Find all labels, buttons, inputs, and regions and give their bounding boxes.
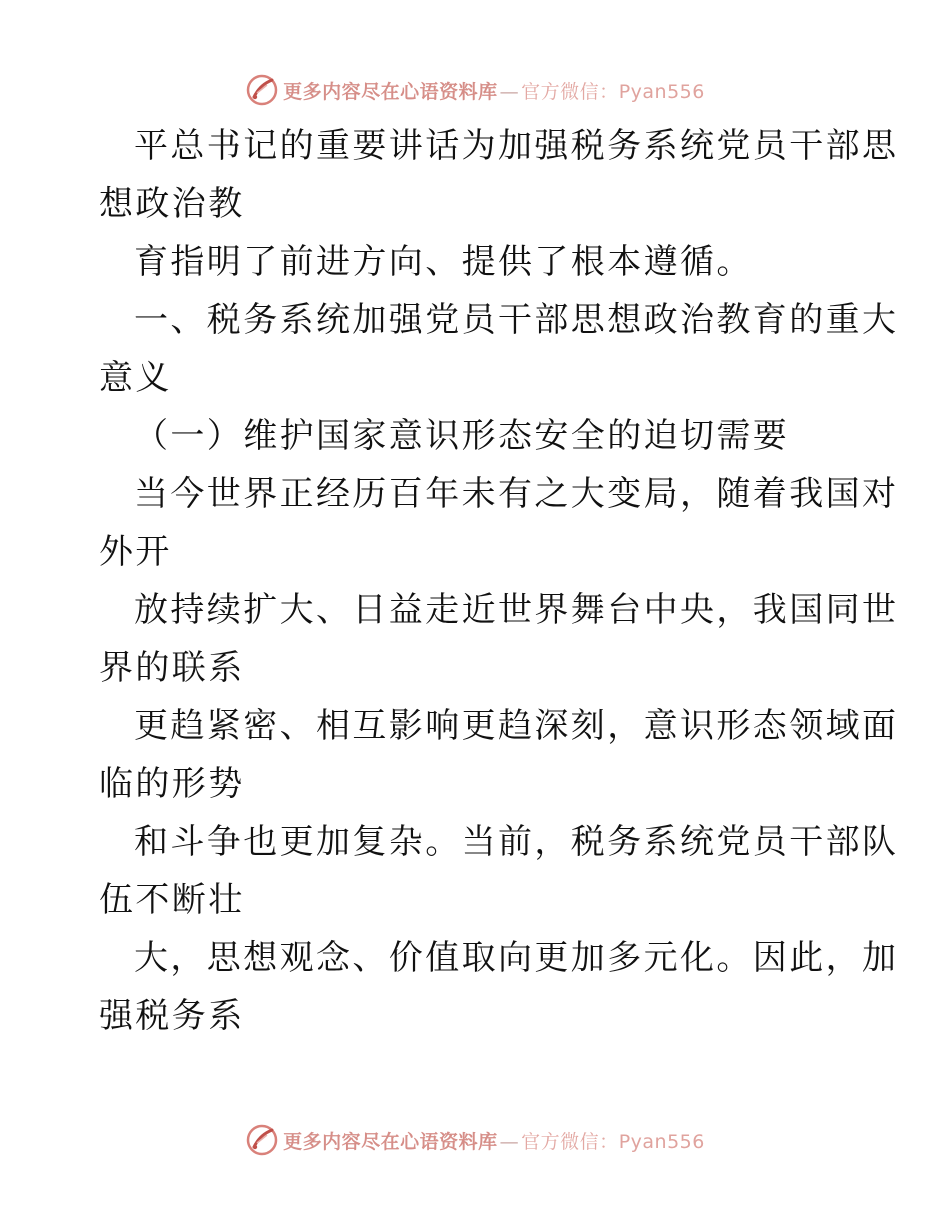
footer-watermark: [0, 1120, 950, 1160]
text-line: 临的形势: [99, 764, 245, 804]
section-heading-cont: 意义: [99, 358, 172, 398]
text-line: 大，思想观念、价值取向更加多元化。因此，加: [134, 938, 899, 978]
text-line: 平总书记的重要讲话为加强税务系统党员干部思: [134, 126, 899, 166]
text-line: 外开: [99, 532, 172, 572]
text-line: 和斗争也更加复杂。当前，税务系统党员干部队: [134, 822, 899, 862]
watermark-wechat-id: Pyan556: [618, 1130, 705, 1153]
text-line: 想政治教: [99, 184, 245, 224]
watermark-dash: —: [499, 1130, 520, 1153]
watermark-text: [283, 1127, 705, 1154]
text-line: 更趋紧密、相互影响更趋深刻，意识形态领域面: [134, 706, 899, 746]
subsection-heading: （一）维护国家意识形态安全的迫切需要: [134, 416, 790, 456]
text-line: 界的联系: [99, 648, 245, 688]
watermark-official: 官方微信：: [521, 80, 619, 103]
section-heading: 一、税务系统加强党员干部思想政治教育的重大: [134, 300, 899, 340]
text-line: 伍不断壮: [99, 880, 245, 920]
watermark-official: 官方微信：: [521, 1130, 619, 1153]
text-line: 强税务系: [99, 996, 245, 1036]
watermark-brand: 更多内容尽在心语资料库: [283, 80, 498, 103]
text-line: 育指明了前进方向、提供了根本遵循。: [134, 242, 753, 282]
pen-logo-icon: [245, 1123, 279, 1157]
watermark-brand: 更多内容尽在心语资料库: [283, 1130, 498, 1153]
watermark-dash: —: [499, 80, 520, 103]
watermark-wechat-id: Pyan556: [618, 80, 705, 103]
text-line: 放持续扩大、日益走近世界舞台中央，我国同世: [134, 590, 899, 630]
text-line: 当今世界正经历百年未有之大变局，随着我国对: [134, 474, 899, 514]
